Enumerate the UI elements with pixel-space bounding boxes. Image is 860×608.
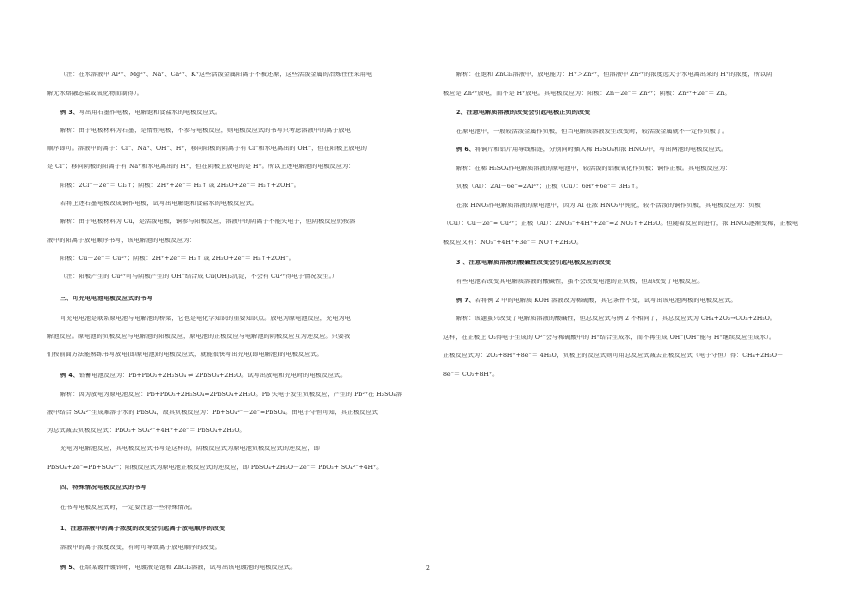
line-text: 在给某镀件镀锌时，电镀液是饱和 ZnCl₂溶液，试写出该电镀池的电极反应式。 [78, 565, 297, 571]
text-line [443, 184, 813, 190]
section-heading [47, 485, 417, 491]
text-line [47, 352, 417, 358]
text-line [47, 392, 417, 398]
line-text: 正极反应式为：2O₂+8H⁺+8e⁻＝ 4H₂O，负极上的反应式则可用总反应式减去正极反应式（电子守恒）得：CH₄+2H₂O－ [443, 353, 784, 359]
section-heading [47, 296, 417, 302]
line-text: 将铜片和铝片用导线相连，分别同时插入稀 H₂SO₄和浓 HNO₃中，写出两池的电极反应式。 [474, 147, 728, 153]
line-text: 溶液中的离子浓度改变，有时可导致离子放电顺序的改变。 [60, 545, 221, 551]
text-line [47, 465, 417, 471]
line-text: 在原电池中，一般较活泼金属作负极，但当电解质溶液发生改变时，较活泼金属就不一定作负极了。 [456, 129, 729, 135]
line-text: 解析：在饱和 ZnCl₂溶液中，放电能力：H⁺＞Zn²⁺，但溶液中 Zn²⁺的浓度远大于水电离出来的 H⁺的浓度，所以阴 [456, 72, 773, 78]
line-text: 是 Cl⁻；移向阴极的阳离子有 Na⁺和水电离出的 H⁺，但在阴极上放电的是 H⁺。所以上述电解池的电极反应为： [47, 164, 355, 170]
line-text: 解析：该题虽只改变了电解质溶液的酸碱性，但总反应式与例 2 不相同了，其总反应式为 CH₄+2O₂→CO₂+2H₂O。 [456, 316, 776, 322]
text-line [47, 91, 417, 97]
line-text: 解析：在稀 H₂SO₄作电解质溶液的原电池中，较活泼的铝被氧化作负极；铜作正极。其电极反应为： [456, 166, 732, 172]
text-line [47, 373, 417, 379]
line-text: 三、可充电电池电极反应式的书写 [60, 296, 153, 302]
line-text: 液中的阳离子放电顺序书写，该电解池的电极反应为： [47, 238, 196, 244]
line-text: 解无水熔融态盐或氧化物而制得）。 [47, 91, 143, 97]
line-text: 有些电池若改变其电解质溶液的酸碱性，虽不会改变电池的正负极，但却改变了电极反应。 [456, 279, 704, 285]
section-heading [443, 110, 813, 116]
text-line [443, 298, 813, 304]
line-text: （Cu）：Cu－2e⁻= Cu²⁺；正极（Al）：2NO₃⁻+4H⁺+2e⁻=2 NO₂↑+2H₂O。但随着反应的进行，浓 HNO₃逐渐变稀，正极电 [443, 221, 799, 227]
line-text: 阳极：2Cl⁻－2e⁻＝ Cl₂↑；阴极：2H⁺+2e⁻＝ H₂↑ 或 2H₂O+2e⁻＝ H₂↑+2OH⁻。 [60, 183, 300, 189]
text-line [443, 147, 813, 153]
text-line [47, 72, 417, 78]
line-text: PbSO₄+2e⁻=Pb+SO₄²⁻；阳极反应式为原电池正极反应式的逆反应，即 PbSO₄+2H₂O－2e⁻＝ PbO₂+ SO₄²⁻+4H⁺。 [47, 465, 383, 471]
text-line [47, 505, 417, 511]
line-text: 负极（Al）：2Al－6e⁻=2Al³⁺；正极（Cu）：6H⁺+6e⁻＝ 3H₂↑。 [456, 184, 642, 190]
text-line [47, 164, 417, 170]
text-line [443, 166, 813, 172]
line-text: 顺序即可。溶液中的离子：Cl⁻、Na⁺、OH⁻、H⁺，移向阳极的阴离子有 Cl⁻和水电离出的 OH⁻，但在阳极上放电的 [47, 146, 367, 152]
text-line [47, 128, 417, 134]
example-label: 例 3、 [60, 110, 79, 116]
line-text: 四、特殊情况电极反应式的书写 [60, 485, 147, 491]
text-line [443, 91, 813, 97]
text-line [443, 203, 813, 209]
example-label: 例 7、 [456, 298, 475, 304]
left-column [47, 0, 417, 608]
line-text: 若将例 2 中的电解质 KOH 溶液改为稀硫酸，其它条件不变，试写出该电池两极的电极反应式。 [474, 298, 737, 304]
text-line [443, 240, 813, 246]
line-text: 在浓 HNO₃作电解质溶液的原电池中，因为 Al 在浓 HNO₃中钝化，较不活泼的铜作负极，其电极反应为：负极 [456, 203, 761, 209]
line-text: 写出用石墨作电极，电解饱和食盐水的电极反应式。 [78, 110, 222, 116]
line-text: 在书写电极反应式时，一定要注意一些特殊情况。 [60, 505, 197, 511]
line-text: 解池反应。原电池的负极反应与电解池的阳极反应，原电池的正极反应与电解池的阴极反应互为逆反应。只要我 [47, 334, 351, 340]
page-number: 2 [426, 565, 430, 572]
text-line [47, 274, 417, 280]
text-line [47, 334, 417, 340]
line-text: 阳极：Cu－2e⁻＝ Cu²⁺；阴极：2H⁺+2e⁻＝ H₂↑ 或 2H₂O+2e⁻＝ H₂↑+2OH⁻。 [60, 256, 295, 262]
right-column [443, 0, 813, 608]
text-line [443, 335, 813, 341]
line-text: 解析：因为放电为原电池反应：Pb+PbO₂+2H₂SO₄=2PbSO₄+2H₂O。Pb 失电子发生负极反应，产生的 Pb²⁺在 H₂SO₄溶 [60, 392, 403, 398]
text-line [47, 256, 417, 262]
text-line [443, 279, 813, 285]
line-text: 极应是 Zn²⁺放电，而不是 H⁺放电。其电极反应为：阳极：Zn－2e⁻＝ Zn²⁺；阴极：Zn²⁺+2e⁻＝ Zn。 [443, 91, 731, 97]
line-text: 可充电电池是联系原电池与电解池的桥梁，它也是电化学知识的重要知识点。放电为原电池反应，充电为电 [60, 316, 351, 322]
line-text: 3 、注意电解质溶液的酸碱性改变会引起电极反应的改变 [456, 260, 611, 266]
text-line [443, 372, 813, 378]
text-line [443, 316, 813, 322]
text-line [443, 129, 813, 135]
line-text: 解析：由于电极材料为石墨，是惰性电极，不参与电极反应，则电极反应式的书写只考虑溶液中的离子放电 [60, 128, 351, 134]
text-line [47, 219, 417, 225]
text-line [47, 545, 417, 551]
text-line [47, 565, 417, 571]
text-line [47, 316, 417, 322]
text-line [47, 428, 417, 434]
example-label: 例 4、 [60, 373, 79, 379]
text-line [47, 238, 417, 244]
example-label: 例 6、 [456, 147, 475, 153]
line-text: 铅蓄电池反应为：Pb+PbO₂+2H₂SO₄ ⇌ 2PbSO₄+2H₂O。试写出放电和充电时的电极反应式。 [78, 373, 347, 379]
line-text: 若将上述石墨电极改成铜作电极，试写出电解饱和食盐水的电极反应式。 [60, 201, 258, 207]
line-text: （注：阳极产生的 Cu²⁺可与阴极产生的 OH⁻结合成 Cu(OH)₂沉淀，不会有 Cu²⁺得电子情况发生。） [60, 274, 339, 280]
line-text: 液中结合 SO₄²⁻生成难溶于水的 PbSO₄，故其负极反应为：Pb+SO₄²⁻－2e⁻=PbSO₄。由电子守恒可知，其正极反应式 [47, 410, 378, 416]
text-line [443, 72, 813, 78]
text-line [443, 353, 813, 359]
text-line [47, 201, 417, 207]
example-label: 例 5、 [60, 565, 79, 571]
text-line [47, 146, 417, 152]
section-heading [443, 260, 813, 266]
line-text: 们按前面方法能熟练书写放电(即原电池)的电极反应式，就能很快写出充电(即电解池)的电极反应式。 [47, 352, 323, 358]
line-text: 这样，在正极上 O₂得电子生成的 O²⁻会与稀硫酸中的 H⁺结合生成水，而不再生成 OH⁻(OH⁻能与 H⁺继续反应生成水）。 [443, 335, 776, 341]
text-line [443, 221, 813, 227]
line-text: 解析：由于电极材料为 Cu，是活泼电极，铜参与阳极反应，溶液中的阴离子不能失电子，但阴极反应仍按溶 [60, 219, 356, 225]
text-line [47, 110, 417, 116]
line-text: 8e⁻＝ CO₂+8H⁺。 [443, 372, 499, 378]
section-heading [47, 526, 417, 532]
line-text: 为总式减去负极反应式：PbO₂+ SO₄²⁻+4H⁺+2e⁻＝ PbSO₄+2H₂O。 [47, 428, 246, 434]
line-text: 充电为电解池反应，其电极反应式书写是这样的，阴极反应式为原电池负极反应式的逆反应，即 [60, 446, 320, 452]
line-text: 1、注意溶液中的离子浓度的改变会引起离子放电顺序的改变 [60, 526, 226, 532]
line-text: 2、注意电解质溶液的改变会引起电极正负的改变 [456, 110, 591, 116]
text-line [47, 410, 417, 416]
line-text: （注：在水溶液中 Al³⁺、Mg²⁺、Na⁺、Ca²⁺、K⁺这些活泼金属阳离子不被还原，这些活泼金属的冶炼往往采用电 [60, 72, 373, 78]
text-line [47, 183, 417, 189]
line-text: 极反应又有：NO₃⁻+4H⁺+3e⁻＝ NO↑+2H₂O。 [443, 240, 583, 246]
text-line [47, 446, 417, 452]
